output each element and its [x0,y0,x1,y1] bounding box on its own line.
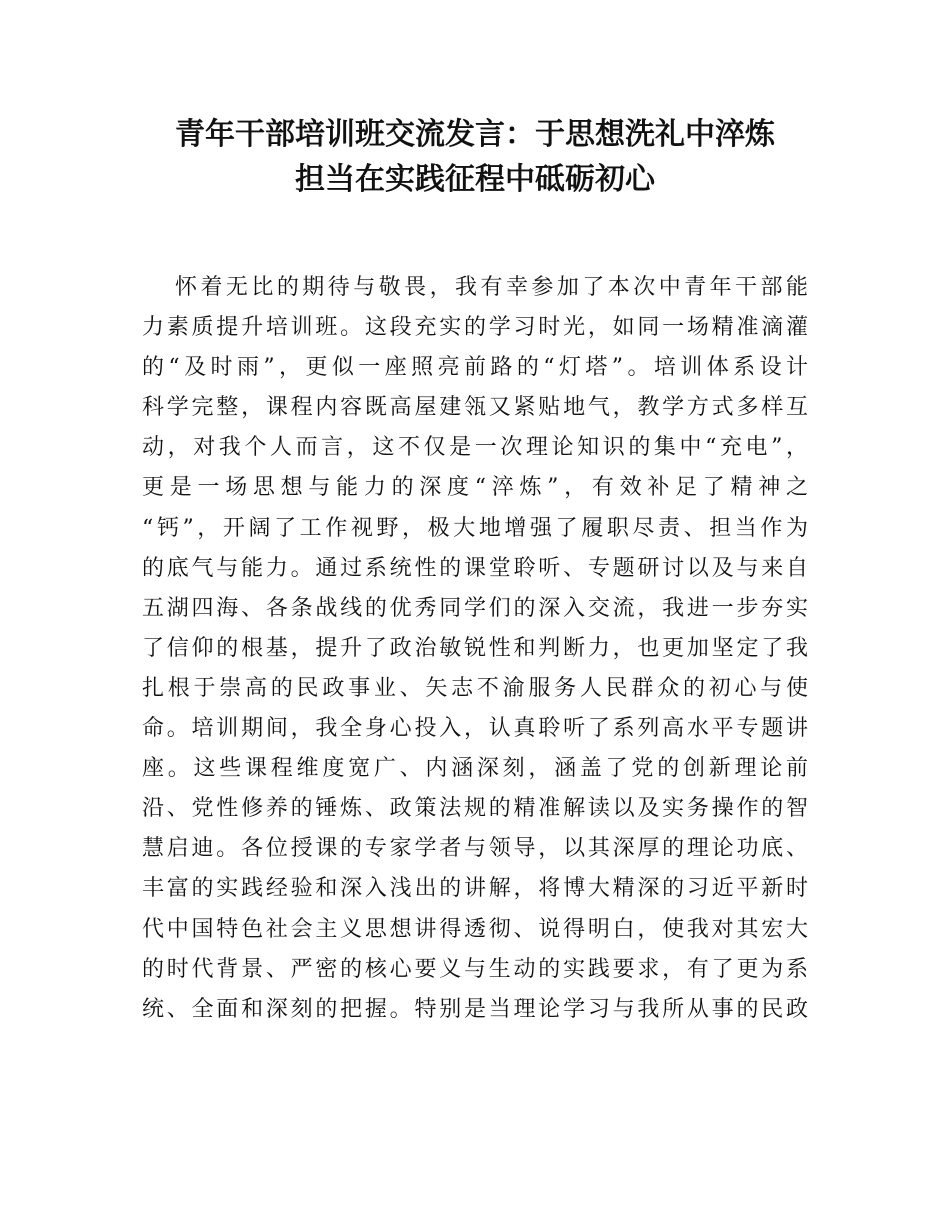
paragraph-line: 五湖四海、各条战线的优秀同学们的深入交流，我进一步夯实 [142,595,808,621]
paragraph-line: 扎根于崇高的民政事业、矢志不渝服务人民群众的初心与使 [142,675,808,701]
paragraph-line: 力素质提升培训班。这段充实的学习时光，如同一场精准滴灌 [142,315,808,341]
paragraph-line: 怀着无比的期待与敬畏，我有幸参加了本次中青年干部能 [175,275,808,300]
paragraph-line: 座。这些课程维度宽广、内涵深刻，涵盖了党的创新理论前 [142,756,808,782]
paragraph-line: “钙”，开阔了工作视野，极大地增强了履职尽责、担当作为 [142,515,808,541]
paragraph-line: 的底气与能力。通过系统性的课堂聆听、专题研讨以及与来自 [142,555,808,581]
paragraph-line: 的“及时雨”，更似一座照亮前路的“灯塔”。培训体系设计 [142,355,808,381]
paragraph-line: 的时代背景、严密的核心要义与生动的实践要求，有了更为系 [142,956,808,982]
paragraph-line: 丰富的实践经验和深入浅出的讲解，将博大精深的习近平新时 [142,876,808,902]
paragraph-line: 统、全面和深刻的把握。特别是当理论学习与我所从事的民政 [142,996,808,1022]
document-body [142,268,808,1030]
paragraph-line: 了信仰的根基，提升了政治敏锐性和判断力，也更加坚定了我 [142,635,808,661]
paragraph-line: 动，对我个人而言，这不仅是一次理论知识的集中“充电”， [142,435,808,461]
paragraph-line: 慧启迪。各位授课的专家学者与领导，以其深厚的理论功底、 [142,836,808,862]
paragraph-line: 沿、党性修养的锤炼、政策法规的精准解读以及实务操作的智 [142,796,808,822]
paragraph-line: 科学完整，课程内容既高屋建瓴又紧贴地气，教学方式多样互 [142,395,808,421]
document-title-line-2: 担当在实践征程中砥砺初心 [295,162,655,197]
paragraph-line: 更是一场思想与能力的深度“淬炼”，有效补足了精神之 [142,475,808,501]
paragraph-line: 命。培训期间，我全身心投入，认真聆听了系列高水平专题讲 [142,716,808,742]
document-title-line-1: 青年干部培训班交流发言：于思想洗礼中淬炼 [175,117,775,152]
paragraph-line: 代中国特色社会主义思想讲得透彻、说得明白，使我对其宏大 [142,916,808,942]
